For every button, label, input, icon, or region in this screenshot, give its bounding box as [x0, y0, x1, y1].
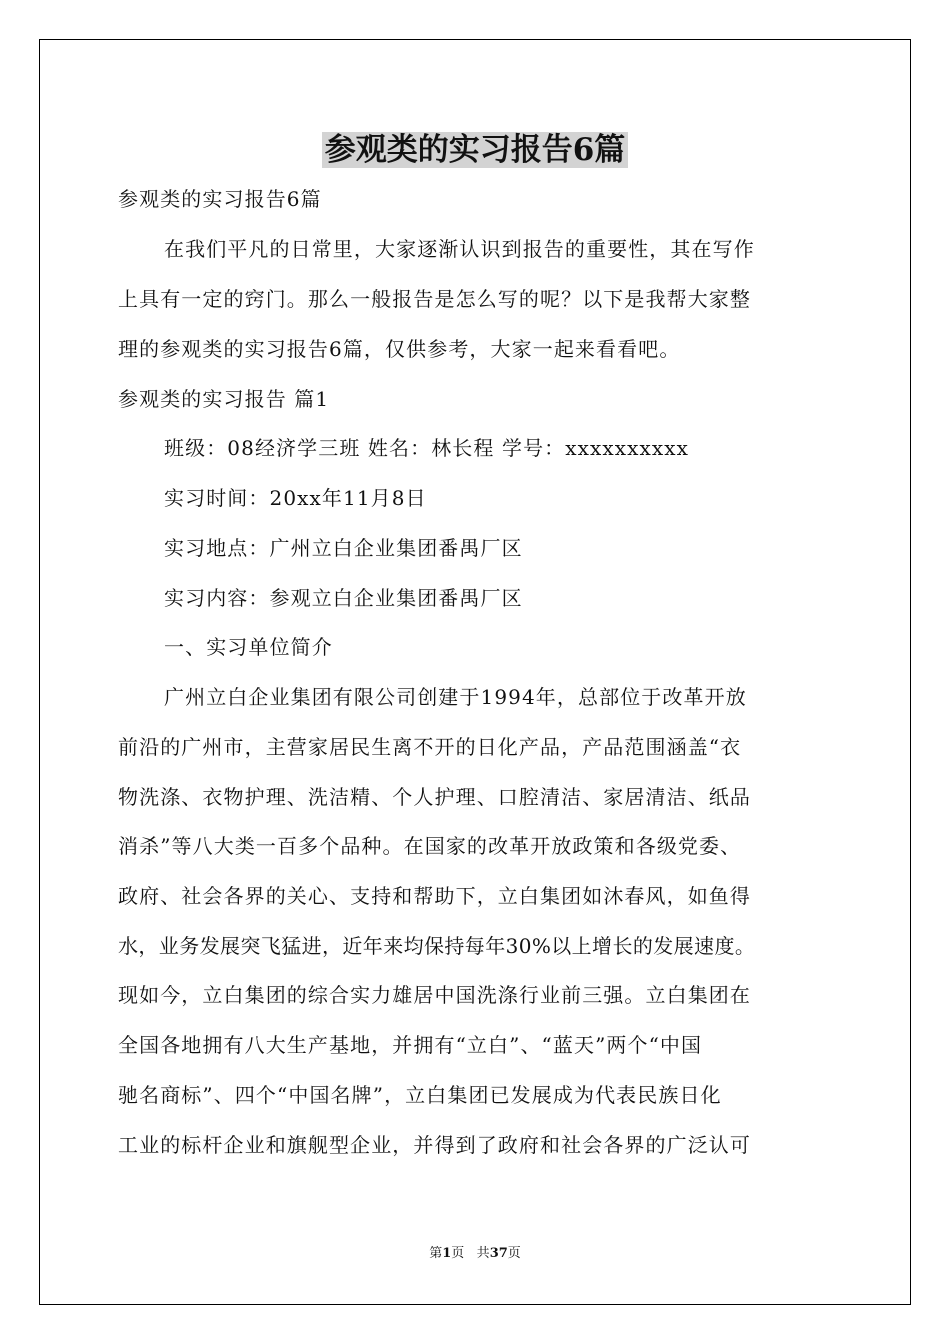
info-line-content: 实习内容：参观立白企业集团番禺厂区 [164, 586, 523, 610]
footer-page-suffix: 页 [451, 1246, 465, 1261]
subsection-heading: 一、实习单位简介 [164, 635, 333, 659]
footer-total-suffix: 页 [507, 1246, 521, 1261]
paragraph-line: 现如今，立白集团的综合实力雄居中国洗涤行业前三强。立白集团在 [118, 983, 751, 1007]
paragraph-line: 政府、社会各界的关心、支持和帮助下，立白集团如沐春风，如鱼得 [118, 884, 751, 908]
paragraph-line: 理的参观类的实习报告6篇，仅供参考，大家一起来看看吧。 [118, 337, 681, 361]
paragraph-line: 消杀”等八大类一百多个品种。在国家的改革开放政策和各级党委、 [118, 834, 742, 858]
footer-page-number: 1 [442, 1246, 452, 1261]
info-line-location: 实习地点：广州立白企业集团番禺厂区 [164, 536, 523, 560]
info-line-class: 班级：08经济学三班 姓名：林长程 学号：xxxxxxxxxx [164, 436, 690, 460]
document-title [0, 128, 950, 172]
footer-page-prefix: 第 [429, 1246, 443, 1261]
paragraph-line: 水，业务发展突飞猛进，近年来均保持每年30%以上增长的发展速度。 [118, 934, 756, 958]
footer-total-pages: 37 [489, 1246, 508, 1261]
doc-subtitle: 参观类的实习报告6篇 [118, 187, 322, 211]
paragraph-line: 驰名商标”、四个“中国名牌”，立白集团已发展成为代表民族日化 [118, 1083, 722, 1107]
paragraph-line: 工业的标杆企业和旗舰型企业，并得到了政府和社会各界的广泛认可 [118, 1133, 751, 1157]
paragraph-line: 前沿的广州市，主营家居民生离不开的日化产品，产品范围涵盖“衣 [118, 735, 742, 759]
footer-total-prefix: 共 [476, 1246, 490, 1261]
paragraph-line: 全国各地拥有八大生产基地，并拥有“立白”、“蓝天”两个“中国 [118, 1033, 703, 1057]
paragraph-line: 广州立白企业集团有限公司创建于1994年，总部位于改革开放 [164, 685, 747, 709]
paragraph-line: 在我们平凡的日常里，大家逐渐认识到报告的重要性，其在写作 [164, 237, 755, 261]
section-heading: 参观类的实习报告 篇1 [118, 387, 330, 411]
paragraph-line: 物洗涤、衣物护理、洗洁精、个人护理、口腔清洁、家居清洁、纸品 [118, 785, 751, 809]
paragraph-line: 上具有一定的窍门。那么一般报告是怎么写的呢？以下是我帮大家整 [118, 287, 751, 311]
page-border [39, 39, 911, 1305]
title-highlight: 参观类的实习报告6篇 [322, 132, 629, 168]
page-footer [0, 1245, 950, 1263]
info-line-time: 实习时间：20xx年11月8日 [164, 486, 427, 510]
